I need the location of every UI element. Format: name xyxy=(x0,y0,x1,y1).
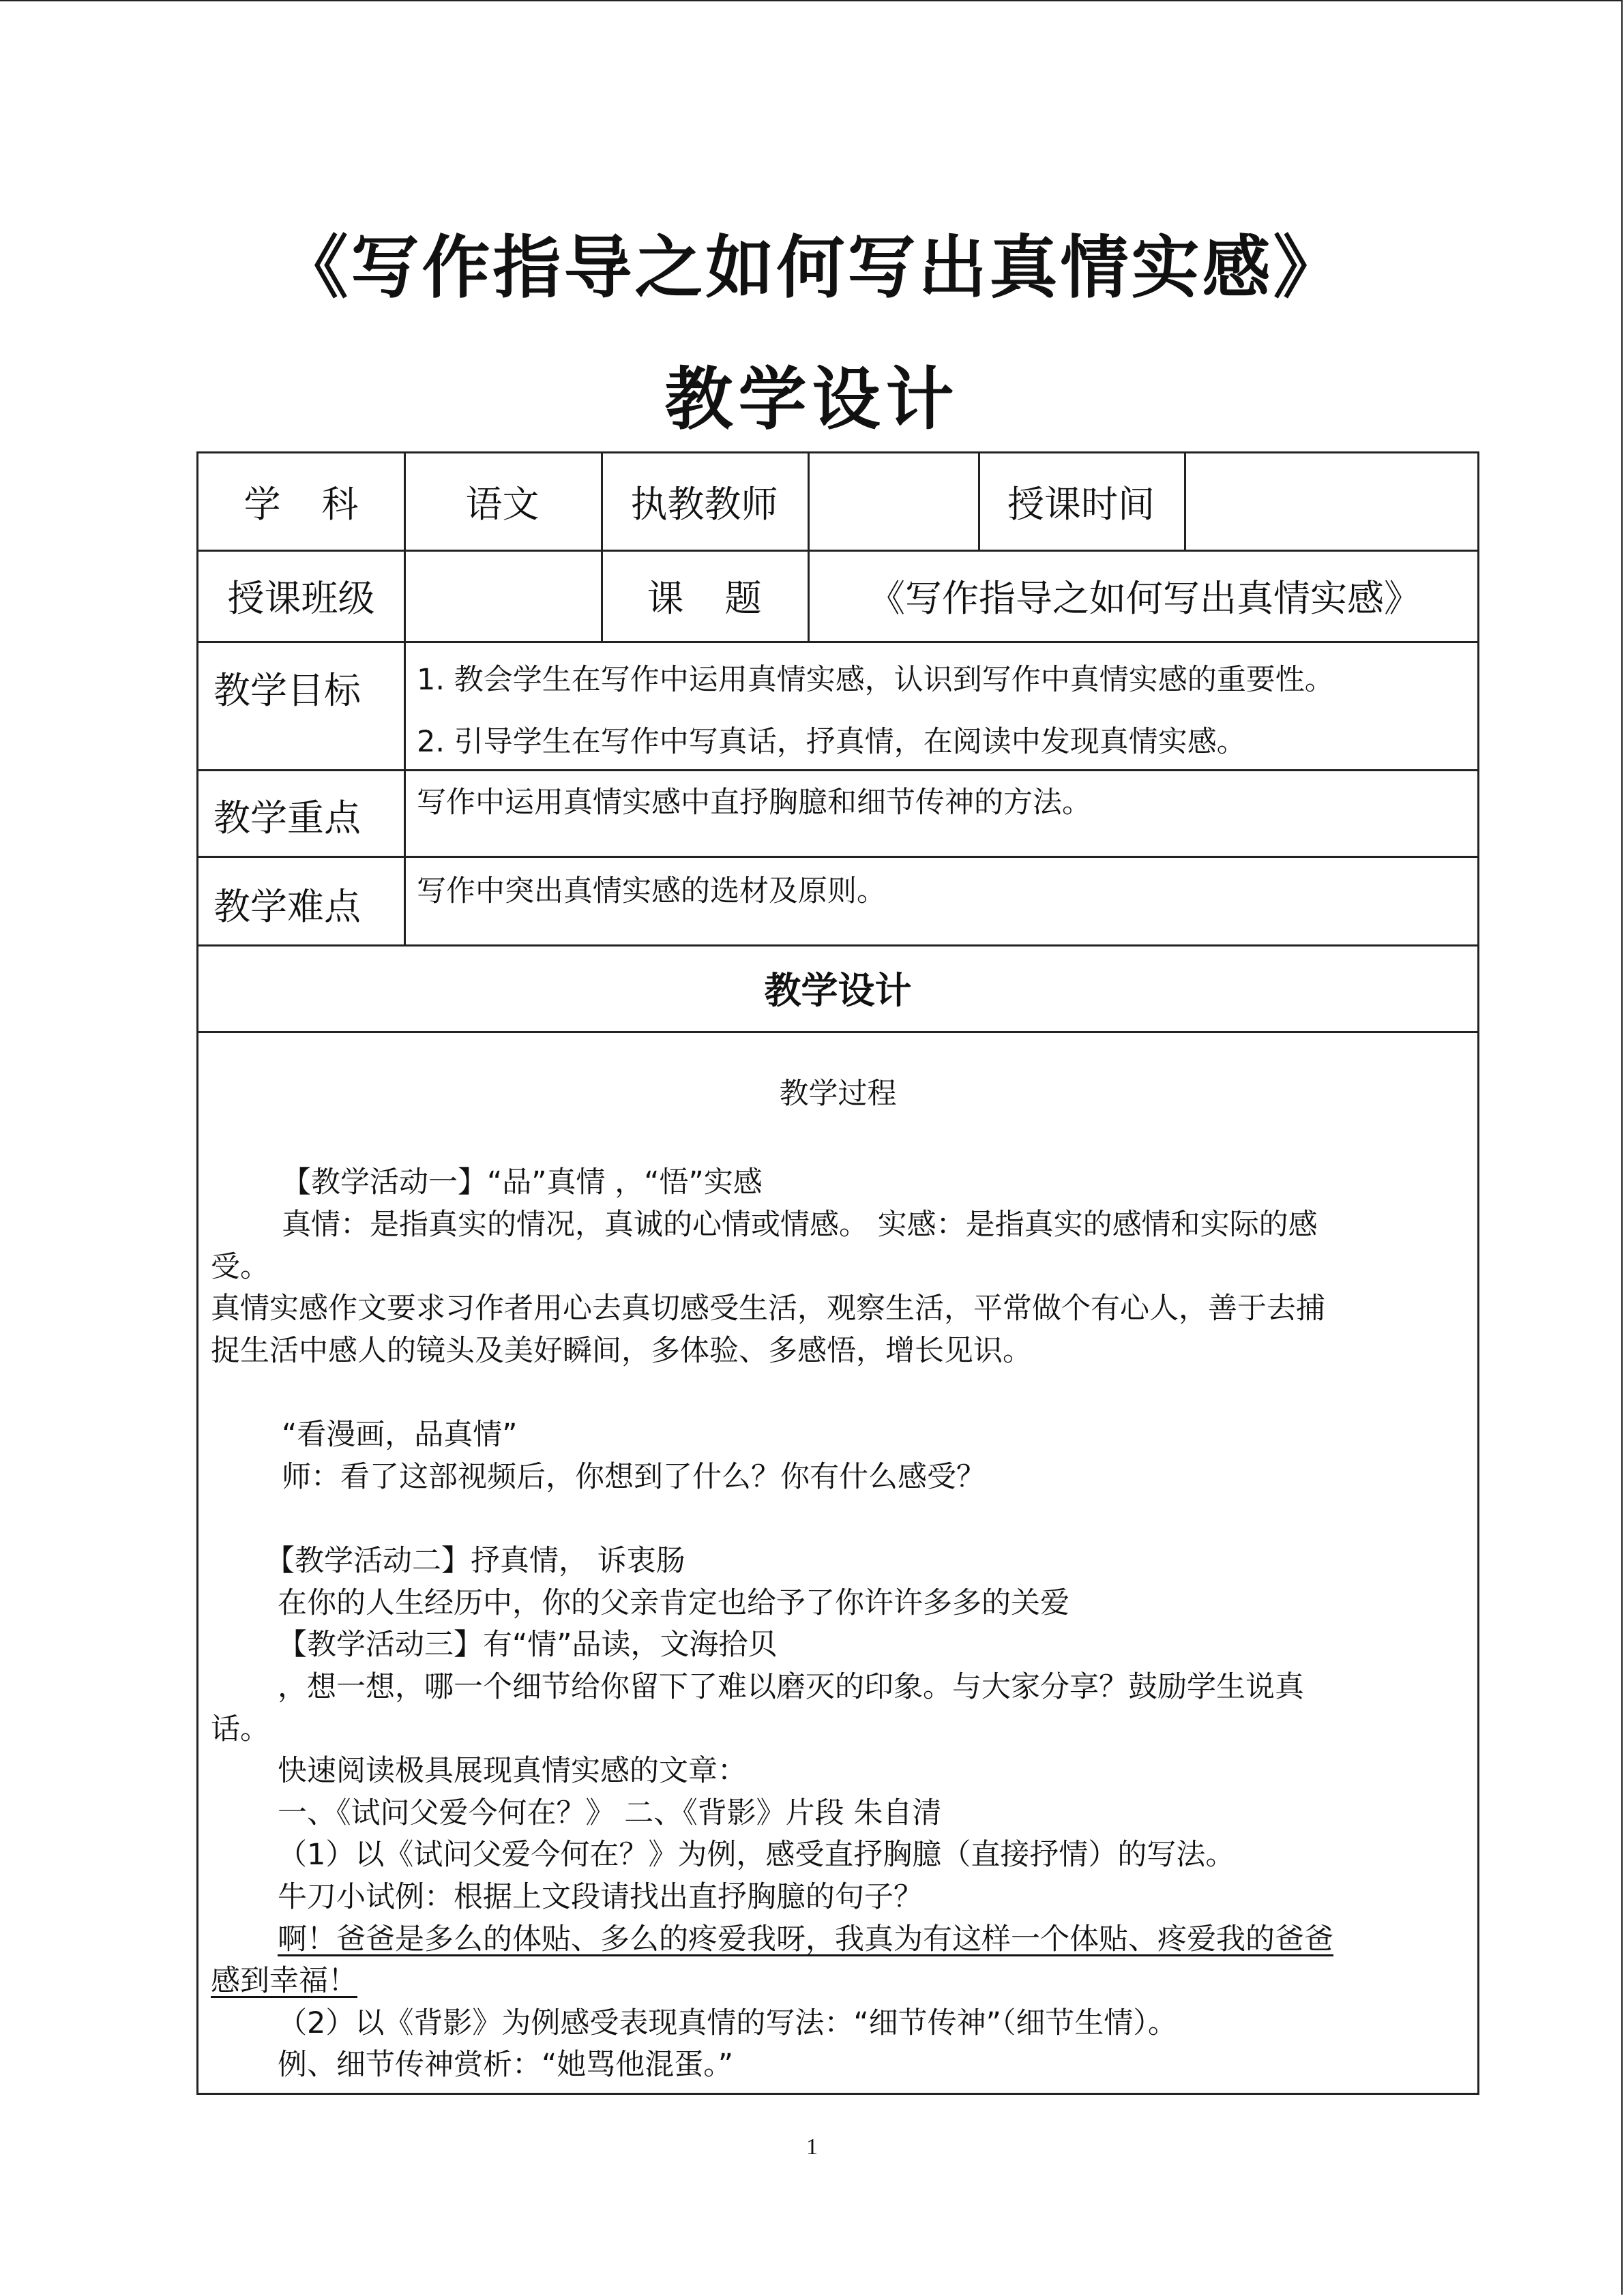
row-divider xyxy=(198,944,1477,946)
body-line: 在你的人生经历中，你的父亲肯定也给予了你许许多多的关爱 xyxy=(278,1586,1069,1620)
subject-label: 学科 xyxy=(243,483,400,526)
topic-value: 《写作指导之如何写出真情实感》 xyxy=(868,576,1421,620)
body-line: （2）以《背影》为例感受表现真情的写法：“细节传神”（细节生情）。 xyxy=(278,2006,1177,2040)
body-line: 例、细节传神赏析：“她骂他混蛋。” xyxy=(278,2048,734,2082)
class-value xyxy=(404,550,601,641)
lesson-plan-table xyxy=(196,451,1479,2095)
process-heading: 教学过程 xyxy=(779,1077,897,1111)
page-number: 1 xyxy=(806,2134,818,2160)
objective-item: 1. 教会学生在写作中运用真情实感，认识到写作中真情实感的重要性。 xyxy=(417,663,1334,697)
teacher-label: 执教教师 xyxy=(630,483,778,526)
row-divider xyxy=(198,1031,1477,1033)
difficulty-value: 写作中突出真情实感的选材及原则。 xyxy=(417,874,886,908)
time-value xyxy=(1184,453,1481,550)
body-line: 牛刀小试例：根据上文段请找出直抒胸臆的句子？ xyxy=(278,1880,923,1914)
body-line: 快速阅读极具展现真情实感的文章： xyxy=(278,1754,747,1788)
activity-heading: 【教学活动一】“品”真情 ，“悟”实感 xyxy=(282,1165,763,1199)
objective-item: 2. 引导学生在写作中写真话，抒真情，在阅读中发现真情实感。 xyxy=(417,725,1246,759)
underlined-sentence: 啊！爸爸是多么的体贴、多么的疼爱我呀，我真为有这样一个体贴、疼爱我的爸爸 xyxy=(278,1922,1333,1956)
keypoint-value: 写作中运用真情实感中直抒胸臆和细节传神的方法。 xyxy=(417,786,1091,820)
body-line: 师：看了这部视频后，你想到了什么？你有什么感受？ xyxy=(282,1460,986,1494)
body-line: “看漫画，品真情” xyxy=(282,1418,518,1452)
activity-heading: 【教学活动三】有“情”品读，文海拾贝 xyxy=(278,1628,778,1662)
body-line: 受。 xyxy=(211,1250,269,1284)
difficulty-label: 教学难点 xyxy=(213,885,361,928)
subject-value: 语文 xyxy=(465,483,540,526)
body-line: ，想一想，哪一个细节给你留下了难以磨灭的印象。与大家分享？鼓励学生说真 xyxy=(278,1670,1304,1704)
body-line: 话。 xyxy=(211,1712,269,1746)
body-line: 真情实感作文要求习作者用心去真切感受生活，观察生活，平常做个有心人，善于去捕 xyxy=(211,1292,1325,1326)
body-line: 一、《试问父爱今何在？》 二、《背影》片段 朱自清 xyxy=(278,1796,942,1830)
document-title: 《写作指导之如何写出真情实感》 xyxy=(280,228,1344,308)
design-section-heading: 教学设计 xyxy=(764,969,912,1012)
objectives-label: 教学目标 xyxy=(213,669,361,712)
document-subtitle: 教学设计 xyxy=(664,359,960,439)
row-divider xyxy=(198,856,1477,858)
class-label: 授课班级 xyxy=(227,576,375,620)
body-line: 真情：是指真实的情况，真诚的心情或情感。 实感：是指真实的感情和实际的感 xyxy=(282,1208,1318,1242)
teacher-value xyxy=(808,453,978,550)
row-divider xyxy=(198,641,1477,643)
keypoint-label: 教学重点 xyxy=(213,796,361,839)
row-divider xyxy=(198,769,1477,771)
underlined-sentence: 感到幸福！ xyxy=(211,1964,357,1998)
activity-heading: 【教学活动二】抒真情， 诉衷肠 xyxy=(265,1544,685,1578)
time-label: 授课时间 xyxy=(1007,483,1155,526)
topic-label: 课题 xyxy=(647,576,803,620)
body-line: 捉生活中感人的镜头及美好瞬间，多体验、多感悟，增长见识。 xyxy=(211,1334,1032,1368)
body-line: （1）以《试问父爱今何在？》为例，感受直抒胸臆（直接抒情）的写法。 xyxy=(278,1838,1235,1872)
